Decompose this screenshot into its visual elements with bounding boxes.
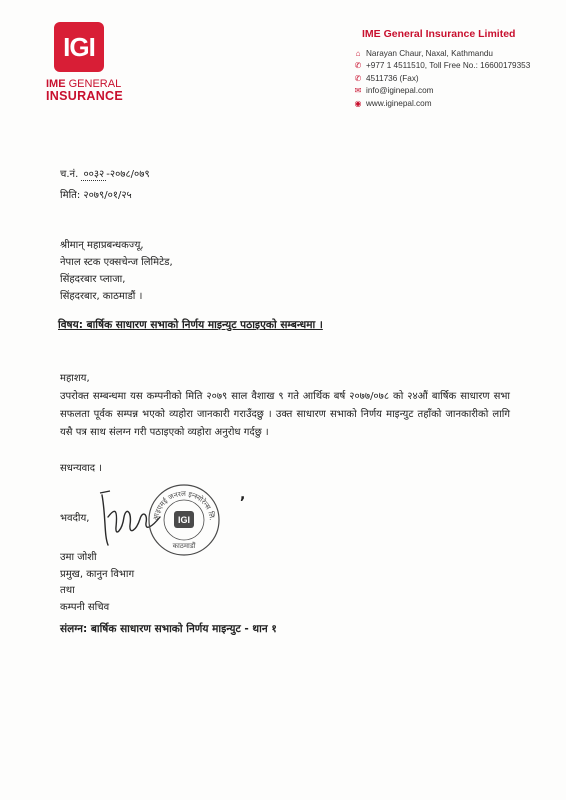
address-row: ⌂ Narayan Chaur, Naxal, Kathmandu [352, 47, 562, 60]
stray-mark: , [240, 487, 246, 503]
seal-logo: IGI [177, 515, 191, 525]
globe-icon: ◉ [354, 98, 362, 108]
web-row: ◉ www.iginepal.com [352, 97, 562, 110]
recipient-address [60, 237, 173, 305]
fax-icon: ✆ [354, 73, 362, 83]
letter-body: उपरोक्त सम्बन्धमा यस कम्पनीको मिति २०७९ साल वैशाख ९ गते आर्थिक बर्ष २०७७/०७८ को २४औं बार्षिक साधारण सभा सफलता पूर्वक सम्पन्न भएको व्यहोरा जानकारी गराउँदछु । उक्त साधारण सभाको निर्णय माइन्युट तहाँको जानकारीको लागि यसै पत्र साथ संलग्न गरी पठाइएको व्यहोरा अनुरोध गर्दछु । [60, 391, 510, 438]
seal-city: काठमाडौं [172, 542, 196, 550]
letter-date: मिति: २०७९/०१/२५ [60, 190, 132, 201]
company-logo [46, 22, 122, 103]
letter-subject: विषय: बार्षिक साधारण सभाको निर्णय माइन्युट पठाइएको सम्बन्धमा । [58, 319, 323, 331]
closing-line: भवदीय, [60, 513, 90, 524]
email-row: ✉ info@iginepal.com [352, 85, 562, 98]
signer-name: उमा जोशी [60, 552, 97, 563]
reference-number: च.नं. ००३२ -२०७८/०७९ [60, 169, 150, 180]
company-seal [146, 482, 222, 558]
logo-mark: IGI [54, 22, 104, 72]
address-line: नेपाल स्टक एक्सचेन्ज लिमिटेड, [60, 257, 173, 268]
signer-title: प्रमुख, कानुन विभाग [60, 568, 135, 580]
salutation: महाशय, [60, 373, 90, 384]
enclosure-line: संलग्न: बार्षिक साधारण सभाको निर्णय माइन्युट - थान १ [60, 623, 277, 635]
thanks-line: सधन्यवाद । [60, 463, 103, 474]
seal-arc-text: आइएमई जनरल इन्स्योरेन्स लि. [151, 489, 216, 522]
contact-block [352, 28, 562, 110]
address-line: सिंहदरबार प्लाजा, [60, 274, 126, 285]
company-name: IME General Insurance Limited [362, 28, 516, 40]
fax-row: ✆ 4511736 (Fax) [352, 72, 562, 85]
logo-text-bottom: INSURANCE [46, 89, 124, 103]
phone-row: ✆ +977 1 4511510, Toll Free No.: 16600179353 [352, 60, 562, 73]
home-icon: ⌂ [355, 48, 361, 58]
address-line: सिंहदरबार, काठमाडौं । [60, 291, 143, 302]
signer-role: कम्पनी सचिव [60, 601, 110, 613]
signer-block [60, 550, 134, 616]
logo-text-top: IME GENERAL [46, 78, 122, 90]
address-line: श्रीमान् महाप्रबन्धकज्यू, [60, 240, 144, 251]
mail-icon: ✉ [354, 86, 362, 96]
phone-icon: ✆ [354, 61, 362, 71]
signer-conjunction: तथा [60, 585, 75, 596]
